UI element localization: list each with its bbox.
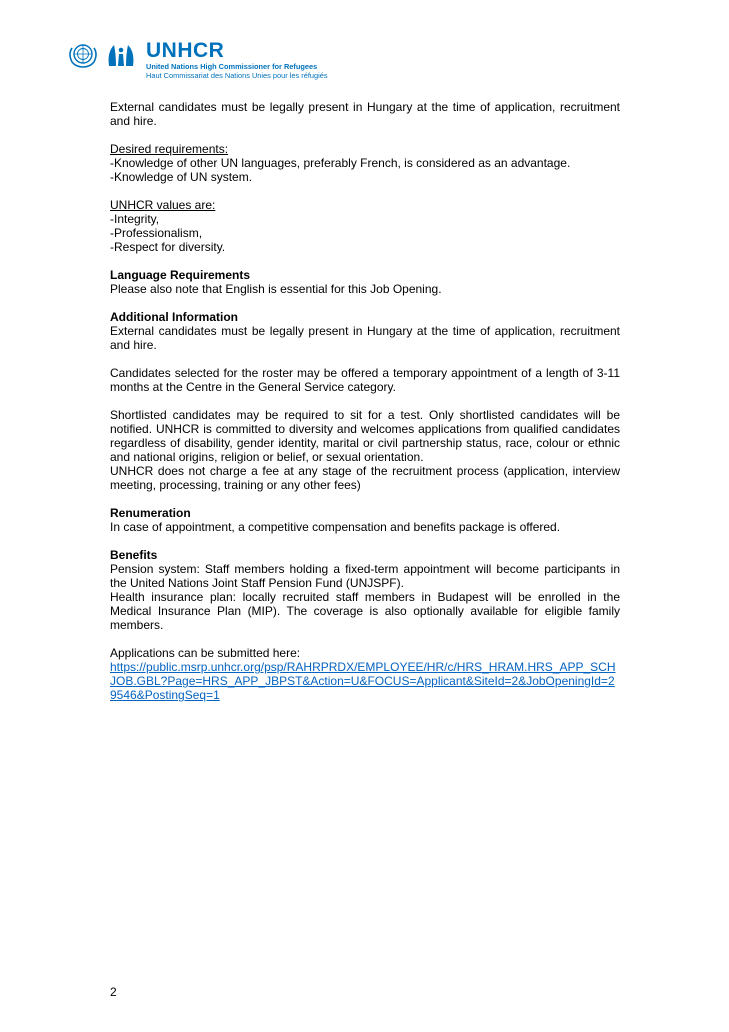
additional-paragraph: Shortlisted candidates may be required to sit for a test. Only shortlisted candidates will be notified. UNHCR is committed to diversity and welcomes applications from qualified candidates regardless of disability, gender identity, marital or civil partnership status, race, colour or ethnic and national origins, religion or belief, or sexual orientation. xyxy=(110,408,620,464)
document-body xyxy=(110,100,620,702)
brand-name-english: United Nations High Commissioner for Refugees xyxy=(146,62,318,71)
desired-requirements-heading: Desired requirements: xyxy=(110,142,229,156)
list-item: -Professionalism, xyxy=(110,226,203,240)
renumeration-heading: Renumeration xyxy=(110,506,191,520)
list-item: -Knowledge of UN system. xyxy=(110,170,253,184)
additional-paragraph: Candidates selected for the roster may be offered a temporary appointment of a length of 3-11 months at the Centre in the General Service category. xyxy=(110,366,620,394)
language-paragraph: Please also note that English is essential for this Job Opening. xyxy=(110,282,442,296)
page-number: 2 xyxy=(110,985,117,999)
additional-info-heading: Additional Information xyxy=(110,310,238,324)
un-emblem-icon xyxy=(66,40,100,70)
benefits-pension: Pension system: Staff members holding a fixed-term appointment will become participants in the United Nations Joint Staff Pension Fund (UNJSPF). xyxy=(110,562,620,590)
unhcr-hands-icon xyxy=(104,40,138,70)
benefits-health: Health insurance plan: locally recruited staff members in Budapest will be enrolled in the Medical Insurance Plan (MIP). The coverage is also optionally available for eligible family members. xyxy=(110,590,620,632)
letterhead xyxy=(66,40,328,80)
unhcr-wordmark xyxy=(146,40,328,80)
benefits-heading: Benefits xyxy=(110,548,158,562)
brand-name-french: Haut Commissariat des Nations Unies pour les réfugiés xyxy=(146,71,328,80)
list-item: -Integrity, xyxy=(110,212,160,226)
intro-paragraph: External candidates must be legally present in Hungary at the time of application, recruitment and hire. xyxy=(110,100,620,128)
renumeration-paragraph: In case of appointment, a competitive compensation and benefits package is offered. xyxy=(110,520,561,534)
list-item: -Respect for diversity. xyxy=(110,240,226,254)
language-heading: Language Requirements xyxy=(110,268,251,282)
list-item: -Knowledge of other UN languages, preferably French, is considered as an advantage. xyxy=(110,156,571,170)
brand-name: UNHCR xyxy=(146,39,225,62)
additional-paragraph: External candidates must be legally present in Hungary at the time of application, recruitment and hire. xyxy=(110,324,620,352)
additional-paragraph: UNHCR does not charge a fee at any stage of the recruitment process (application, interview meeting, processing, training or any other fees) xyxy=(110,464,620,492)
application-link[interactable]: https://public.msrp.unhcr.org/psp/RAHRPRDX/EMPLOYEE/HR/c/HRS_HRAM.HRS_APP_SCHJOB.GBL?Page=HRS_APP_JBPST&Action=U&FOCUS=Applicant&SiteId=2&JobOpeningId=29546&PostingSeq=1 xyxy=(110,660,616,702)
apply-label: Applications can be submitted here: xyxy=(110,646,301,660)
values-heading: UNHCR values are: xyxy=(110,198,216,212)
